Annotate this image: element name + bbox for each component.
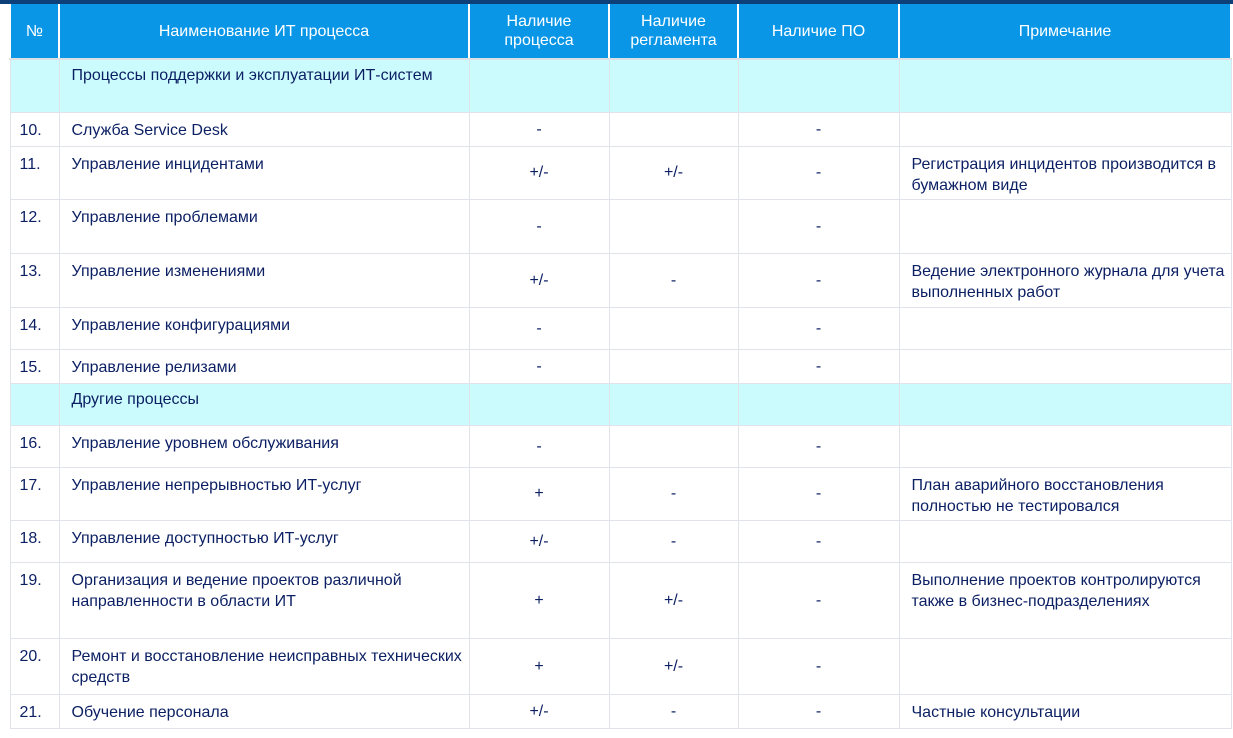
process-name: Управление релизами — [59, 349, 469, 383]
regulation-availability: +/- — [609, 146, 738, 199]
table-row — [10, 253, 1231, 307]
row-number: 13. — [10, 253, 59, 307]
table-row — [10, 467, 1231, 520]
note-cell — [899, 59, 1231, 112]
process-name: Управление проблемами — [59, 199, 469, 253]
table-row — [10, 694, 1231, 728]
note-cell — [899, 112, 1231, 146]
regulation-availability: +/- — [609, 562, 738, 638]
regulation-availability: +/- — [609, 638, 738, 694]
row-number: 20. — [10, 638, 59, 694]
process-name: Обучение персонала — [59, 694, 469, 728]
table-row — [10, 349, 1231, 383]
row-number: 14. — [10, 307, 59, 349]
regulation-availability — [609, 199, 738, 253]
software-availability — [738, 59, 899, 112]
process-name: Процессы поддержки и эксплуатации ИТ-систем — [59, 59, 469, 112]
header-software: Наличие ПО — [738, 4, 899, 59]
row-number: 18. — [10, 520, 59, 562]
software-availability: - — [738, 146, 899, 199]
note-cell: Ведение электронного журнала для учета выполненных работ — [899, 253, 1231, 307]
table-row — [10, 112, 1231, 146]
header-process: Наличие процесса — [469, 4, 609, 59]
note-cell — [899, 520, 1231, 562]
process-name: Служба Service Desk — [59, 112, 469, 146]
note-cell — [899, 425, 1231, 467]
row-number: 16. — [10, 425, 59, 467]
process-name: Управление инцидентами — [59, 146, 469, 199]
software-availability: - — [738, 199, 899, 253]
process-availability: +/- — [469, 253, 609, 307]
regulation-availability: - — [609, 520, 738, 562]
process-availability: +/- — [469, 520, 609, 562]
regulation-availability — [609, 112, 738, 146]
row-number: 11. — [10, 146, 59, 199]
row-number: 17. — [10, 467, 59, 520]
process-availability: + — [469, 638, 609, 694]
table-row — [10, 199, 1231, 253]
header-num: № — [10, 4, 59, 59]
regulation-availability — [609, 59, 738, 112]
software-availability: - — [738, 467, 899, 520]
note-cell — [899, 383, 1231, 425]
row-number — [10, 59, 59, 112]
table-row — [10, 562, 1231, 638]
table-row — [10, 520, 1231, 562]
table-row — [10, 638, 1231, 694]
regulation-availability — [609, 425, 738, 467]
it-process-table — [9, 4, 1232, 729]
software-availability: - — [738, 562, 899, 638]
row-number: 12. — [10, 199, 59, 253]
regulation-availability: - — [609, 467, 738, 520]
process-availability: + — [469, 562, 609, 638]
regulation-availability — [609, 349, 738, 383]
note-cell: План аварийного восстановления полностью не тестировался — [899, 467, 1231, 520]
software-availability: - — [738, 349, 899, 383]
note-cell — [899, 307, 1231, 349]
regulation-availability — [609, 307, 738, 349]
process-availability — [469, 59, 609, 112]
process-availability — [469, 383, 609, 425]
table-row — [10, 425, 1231, 467]
note-cell — [899, 638, 1231, 694]
header-name: Наименование ИТ процесса — [59, 4, 469, 59]
header-note: Примечание — [899, 4, 1231, 59]
software-availability: - — [738, 638, 899, 694]
process-name: Управление изменениями — [59, 253, 469, 307]
regulation-availability: - — [609, 253, 738, 307]
row-number: 15. — [10, 349, 59, 383]
row-number: 10. — [10, 112, 59, 146]
process-availability: - — [469, 307, 609, 349]
process-name: Другие процессы — [59, 383, 469, 425]
process-availability: - — [469, 112, 609, 146]
regulation-availability — [609, 383, 738, 425]
header-regulation: Наличие регламента — [609, 4, 738, 59]
process-name: Управление конфигурациями — [59, 307, 469, 349]
process-name: Управление доступностью ИТ-услуг — [59, 520, 469, 562]
software-availability: - — [738, 307, 899, 349]
section-row — [10, 383, 1231, 425]
software-availability: - — [738, 520, 899, 562]
table-row — [10, 146, 1231, 199]
note-cell: Регистрация инцидентов производится в бумажном виде — [899, 146, 1231, 199]
row-number: 21. — [10, 694, 59, 728]
section-row — [10, 59, 1231, 112]
software-availability: - — [738, 425, 899, 467]
table-row — [10, 307, 1231, 349]
process-availability: - — [469, 349, 609, 383]
process-availability: +/- — [469, 694, 609, 728]
process-name: Ремонт и восстановление неисправных технических средств — [59, 638, 469, 694]
note-cell — [899, 349, 1231, 383]
process-name: Управление уровнем обслуживания — [59, 425, 469, 467]
software-availability — [738, 383, 899, 425]
software-availability: - — [738, 112, 899, 146]
note-cell — [899, 199, 1231, 253]
process-availability: + — [469, 467, 609, 520]
process-availability: - — [469, 425, 609, 467]
note-cell: Частные консультации — [899, 694, 1231, 728]
note-cell: Выполнение проектов контролируются также в бизнес-подразделениях — [899, 562, 1231, 638]
process-availability: - — [469, 199, 609, 253]
process-name: Управление непрерывностью ИТ-услуг — [59, 467, 469, 520]
software-availability: - — [738, 253, 899, 307]
process-name: Организация и ведение проектов различной направленности в области ИТ — [59, 562, 469, 638]
row-number — [10, 383, 59, 425]
table-header-row — [10, 4, 1231, 59]
software-availability: - — [738, 694, 899, 728]
row-number: 19. — [10, 562, 59, 638]
process-availability: +/- — [469, 146, 609, 199]
regulation-availability: - — [609, 694, 738, 728]
